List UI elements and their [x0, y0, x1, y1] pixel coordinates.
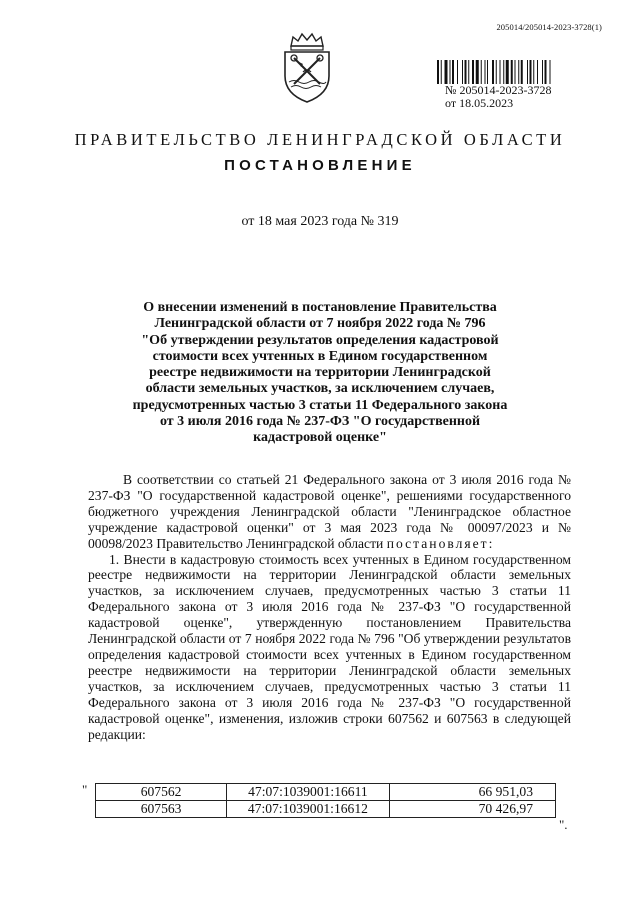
barcode-bar	[545, 60, 547, 84]
barcode-bar	[530, 60, 532, 84]
barcode-bar	[521, 60, 523, 84]
barcode-bar	[465, 60, 467, 84]
registration-number: № 205014-2023-3728	[445, 83, 552, 97]
barcode-bar	[511, 60, 513, 84]
row-number-cell: 607563	[96, 801, 227, 818]
barcode-bar	[506, 60, 509, 84]
table-row	[96, 784, 556, 801]
barcode-bar	[533, 60, 534, 84]
title-line: от 3 июля 2016 года № 237-ФЗ "О государственной	[159, 414, 481, 430]
barcode-icon	[437, 60, 583, 84]
barcode-bar	[537, 60, 538, 84]
barcode-bar	[462, 60, 463, 84]
cadastral-table	[95, 783, 556, 818]
cadastral-number-cell: 47:07:1039001:16612	[227, 801, 389, 818]
coat-of-arms-icon	[279, 32, 335, 104]
barcode-bar	[485, 60, 486, 84]
cadastral-value-cell: 66 951,03	[389, 784, 555, 801]
preamble-text: В соответствии со статьей 21 Федерального закона от 3 июля 2016 года № 237-ФЗ "О государственной кадастровой оценке", решениями государственного бюджетного учреждения Ленинградской области "Ленинградское областное учреждение кадастровой оценки" от 3 мая 2023 года № 00097/2023 и № 00098/2023 Правительство Ленинградской области	[88, 472, 571, 551]
authority-name: ПРАВИТЕЛЬСТВО ЛЕНИНГРАДСКОЙ ОБЛАСТИ	[74, 130, 566, 149]
table-close-quote: ".	[559, 817, 568, 832]
barcode-bar	[500, 60, 501, 84]
title-line: предусмотренных частью 3 статьи 11 Федерального закона	[132, 397, 508, 413]
barcode-bar	[550, 60, 551, 84]
document-title	[100, 300, 540, 447]
cadastral-value-cell: 70 426,97	[389, 801, 555, 818]
title-line: О внесении изменений в постановление Правительства	[143, 300, 497, 315]
document-body	[88, 472, 571, 742]
barcode-bar	[441, 60, 442, 84]
barcode-bar	[515, 60, 516, 84]
barcode-bar	[476, 60, 479, 84]
title-line: "Об утверждении результатов определения кадастровой	[141, 332, 499, 348]
title-line: кадастровой оценке"	[253, 430, 387, 446]
title-line: стоимости всех учтенных в Едином государственном	[152, 348, 488, 364]
barcode-bar	[437, 60, 439, 84]
title-line: области земельных участков, за исключением случаев,	[145, 381, 495, 397]
table-open-quote: "	[82, 782, 88, 797]
registration-block	[445, 84, 551, 110]
registration-date: от 18.05.2023	[445, 96, 514, 110]
paragraph-preamble	[88, 472, 571, 552]
barcode-bar	[457, 60, 458, 84]
paragraph-item-1: 1. Внести в кадастровую стоимость всех учтенных в Едином государственном реестре недвижимости на территории Ленинградской области земельных участков, за исключением случаев, предусмотренных частью 3 статьи 11 Федерального закона от 3 июля 2016 года № 237-ФЗ "О государственной кадастровой оценке", утвержденную постановлением Правительства Ленинградской области от 7 ноября 2022 года № 796 "Об утверждении результатов определения кадастровой стоимости всех учтенных в Едином государственном реестре недвижимости на территории Ленинградской области земельных участков, за исключением случаев, предусмотренных частью 3 статьи 11 Федерального закона от 3 июля 2016 года № 237-ФЗ "О государственной кадастровой оценке", изменения, изложив строки 607562 и 607563 в следующей редакции:	[88, 551, 571, 742]
barcode-bar	[445, 60, 448, 84]
barcode-bar	[452, 60, 454, 84]
barcode-bar	[472, 60, 474, 84]
row-number-cell: 607562	[96, 784, 227, 801]
cadastral-number-cell: 47:07:1039001:16611	[227, 784, 389, 801]
barcode-bar	[527, 60, 528, 84]
barcode-bar	[503, 60, 504, 84]
barcode-bar	[481, 60, 482, 84]
table-row	[96, 801, 556, 818]
barcode-bar	[450, 60, 451, 84]
barcode-bar	[496, 60, 497, 84]
barcode-bar	[542, 60, 543, 84]
resolves-word: постановляет:	[386, 535, 495, 551]
document-type: ПОСТАНОВЛЕНИЕ	[224, 157, 416, 174]
document-reference: 205014/205014-2023-3728(1)	[496, 22, 602, 32]
barcode-bar	[518, 60, 519, 84]
barcode-bar	[468, 60, 469, 84]
document-date: от 18 мая 2023 года № 319	[241, 214, 399, 229]
title-line: Ленинградской области от 7 ноября 2022 года № 796	[154, 316, 486, 332]
barcode-bar	[487, 60, 488, 84]
title-line: реестре недвижимости на территории Ленинградской	[149, 365, 491, 381]
barcode-bar	[492, 60, 494, 84]
